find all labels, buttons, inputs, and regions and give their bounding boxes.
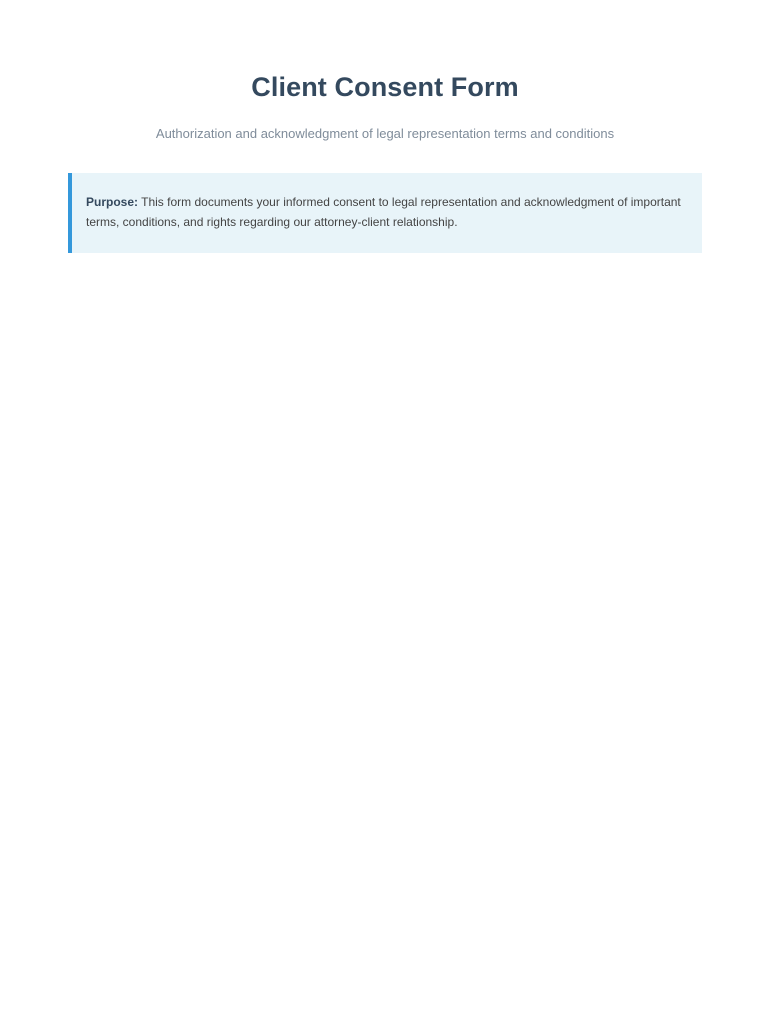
page-title: Client Consent Form (251, 72, 519, 102)
purpose-notice (68, 173, 702, 253)
page-subtitle: Authorization and acknowledgment of legal representation terms and conditions (155, 126, 615, 141)
purpose-text: This form documents your informed consent to legal representation and acknowledgment of important terms, conditions, and rights regarding our attorney-client relationship. (86, 195, 681, 229)
purpose-label: Purpose: (86, 195, 139, 209)
